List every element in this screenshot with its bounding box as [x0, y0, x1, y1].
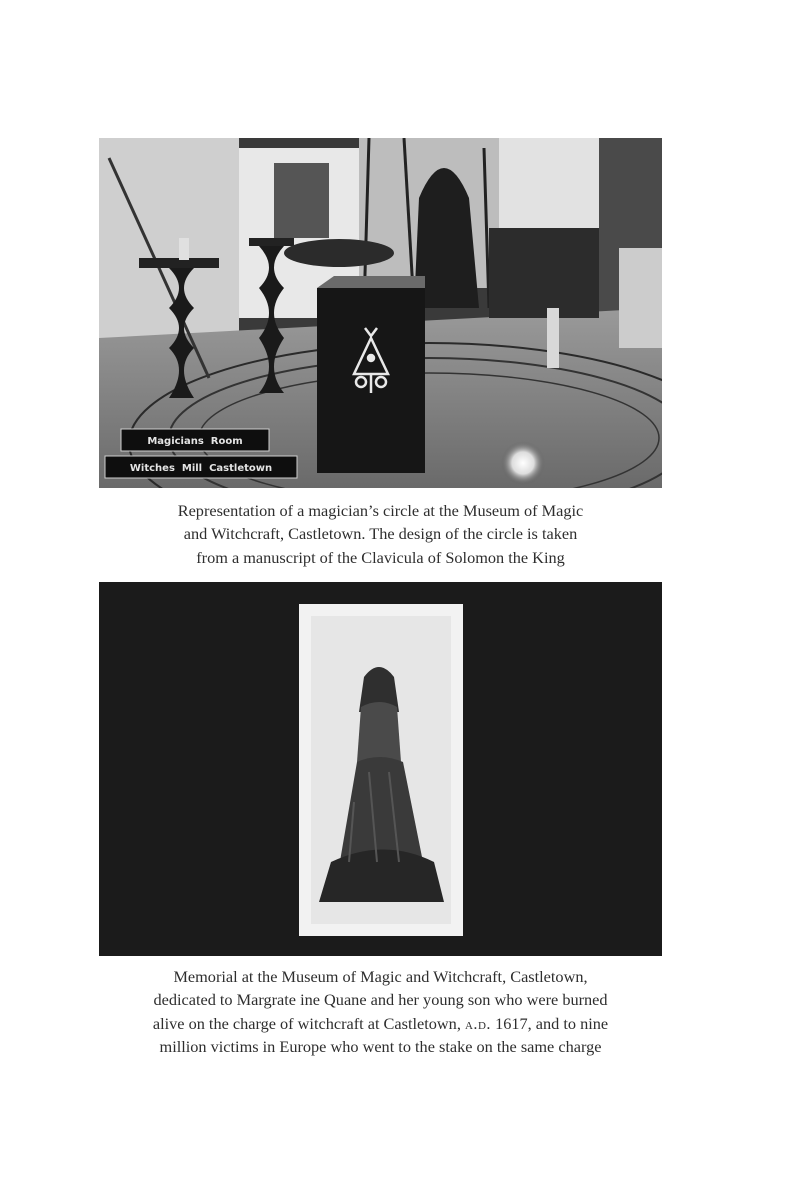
caption-2-era: a.d.	[464, 1013, 491, 1033]
caption-2-line-3-after: 1617, and to nine	[495, 1013, 609, 1033]
memorial-photo	[99, 582, 662, 956]
memorial-image	[99, 582, 662, 956]
memorial-caption	[99, 965, 662, 1058]
caption-2-line-3-before: alive on the charge of witchcraft at Castletown,	[152, 1013, 461, 1033]
caption-1-line-3: from a manuscript of the Clavicula of Solomon the King	[196, 547, 565, 567]
caption-2-line-4: million victims in Europe who went to the stake on the same charge	[159, 1036, 602, 1056]
caption-2-line-2: dedicated to Margrate ine Quane and her young son who were burned	[153, 990, 608, 1010]
caption-2-line-3	[99, 1012, 662, 1035]
magicians-circle-caption	[99, 499, 662, 569]
caption-1-line-2: and Witchcraft, Castletown. The design of the circle is taken	[183, 524, 578, 544]
sign-magicians-room: Magicians Room	[147, 436, 243, 447]
caption-2-line-1: Memorial at the Museum of Magic and Witchcraft, Castletown,	[173, 967, 588, 986]
magicians-room-image	[99, 138, 662, 488]
sign-witches-mill-castletown: Witches Mill Castletown	[129, 463, 273, 474]
magicians-room-photo	[99, 138, 662, 488]
caption-1-line-1: Representation of a magician’s circle at the Museum of Magic	[177, 501, 584, 520]
